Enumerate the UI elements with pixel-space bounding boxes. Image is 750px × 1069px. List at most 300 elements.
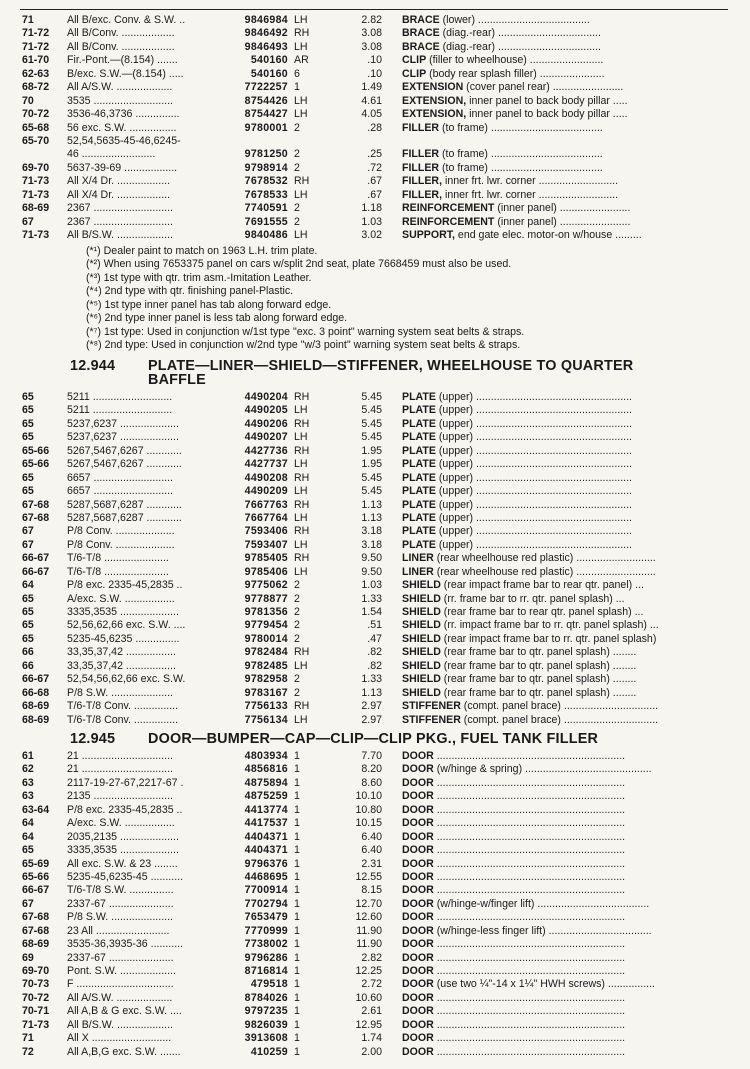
models-cell: All B/Conv. .................. [67, 27, 175, 40]
table-row [22, 687, 722, 700]
part-number-cell: 3913608 [244, 1032, 288, 1045]
part-detail: ................................................................ [433, 1045, 626, 1058]
part-detail: (rear wheelhouse red plastic) ........................... [433, 565, 656, 578]
quantity-cell: 1 [294, 951, 300, 964]
price-cell: 5.45 [361, 485, 382, 498]
description-cell [402, 148, 732, 161]
part-name: DOOR [402, 924, 434, 937]
part-name: LINER [402, 552, 434, 565]
year-cell: 63-64 [22, 803, 50, 816]
models-cell: 3535-36,3935-36 ........... [67, 938, 184, 951]
table-row [22, 763, 722, 776]
table-row [22, 646, 722, 659]
models-cell: All X ........................... [67, 1032, 172, 1045]
description-cell [402, 1046, 732, 1059]
footnote: (*⁷) 1st type: Used in conjunction w/1st type "exc. 3 point" warning system seat belts & straps. [86, 325, 525, 338]
part-detail: ................................................................ [433, 817, 626, 830]
part-number-cell: 9782958 [244, 673, 288, 686]
year-cell: 71-73 [22, 229, 50, 241]
price-cell: 10.80 [355, 803, 382, 816]
part-detail: (rear frame bar to qtr. panel splash) ........ [440, 686, 637, 699]
quantity-cell: 2 [294, 579, 300, 592]
table-row [22, 633, 722, 646]
description-cell [402, 81, 732, 94]
part-name: DOOR [402, 951, 434, 964]
price-cell: 1.33 [361, 592, 382, 605]
part-number-cell: 4490205 [244, 404, 288, 417]
part-detail: (use two ¼"-14 x 1¼" HWH screws) ................ [433, 978, 655, 991]
part-name: PLATE [402, 458, 436, 471]
part-number-cell: 7740591 [244, 202, 288, 215]
models-cell: 52,56,62,66 exc. S.W. .... [67, 619, 186, 632]
part-number-cell: 9846984 [244, 14, 288, 26]
price-cell: 1.33 [361, 673, 382, 686]
year-cell: 71-73 [22, 175, 50, 188]
quantity-cell: 1 [294, 750, 300, 762]
part-name: STIFFENER [402, 713, 461, 726]
part-name: DOOR [402, 884, 434, 897]
part-detail: (diag.-rear) ................................... [439, 40, 601, 53]
price-cell: 2.72 [361, 978, 382, 991]
quantity-cell: LH [294, 188, 308, 201]
part-name: SHIELD [402, 579, 441, 592]
part-detail: ................................................................ [433, 790, 626, 803]
description-cell [402, 445, 732, 458]
models-cell: 52,54,5635-45-46,6245- [67, 134, 181, 147]
price-cell: 12.95 [355, 1018, 382, 1031]
price-cell: 1.95 [361, 458, 382, 471]
table-row [22, 472, 722, 485]
part-detail: (upper) ..................................................... [435, 538, 632, 551]
models-cell: All B/S.W. ................... [67, 229, 173, 241]
quantity-cell: 2 [294, 619, 300, 632]
table-row [22, 898, 722, 911]
part-detail: (rear frame bar to qtr. panel splash) ........ [440, 646, 637, 659]
part-name: DOOR [402, 817, 434, 830]
year-cell: 66-67 [22, 565, 50, 578]
part-detail: ................................................................ [433, 951, 626, 964]
price-cell: 10.15 [355, 817, 382, 830]
part-detail: (w/hinge-w/finger lift) ...................................... [433, 897, 650, 910]
price-cell: 2.00 [361, 1045, 382, 1058]
models-cell: All B/S.W. ................... [67, 1018, 173, 1031]
part-name: DOOR [402, 776, 434, 789]
part-number-cell: 540160 [250, 54, 288, 67]
table-row [22, 566, 722, 579]
description-cell [402, 925, 732, 938]
quantity-cell: RH [294, 417, 310, 430]
price-cell: 1.03 [361, 579, 382, 592]
part-detail: (filler to wheelhouse) ......................... [426, 54, 604, 67]
table-row [22, 714, 722, 727]
part-detail: (diag.-rear) ................................... [439, 27, 601, 40]
quantity-cell: 1 [294, 776, 300, 789]
price-cell: 3.02 [361, 229, 382, 241]
description-cell [402, 431, 732, 444]
table-row [22, 911, 722, 924]
part-number-cell: 9781250 [244, 148, 288, 161]
table-row [22, 844, 722, 857]
part-detail: (upper) ..................................................... [435, 511, 632, 524]
part-number-cell: 9782484 [244, 646, 288, 659]
price-cell: 10.60 [355, 991, 382, 1004]
models-cell: 56 exc. S.W. ................ [67, 121, 177, 134]
part-name: PLATE [402, 471, 436, 484]
section-3-heading [70, 732, 598, 747]
quantity-cell: LH [294, 713, 308, 726]
quantity-cell: 1 [294, 870, 300, 883]
table-row [22, 777, 722, 790]
year-cell: 71-72 [22, 27, 50, 40]
table-row [22, 871, 722, 884]
year-cell: 69-70 [22, 965, 50, 977]
part-detail: (upper) ..................................................... [435, 444, 632, 457]
quantity-cell: RH [294, 525, 310, 538]
price-cell: 9.50 [361, 565, 382, 578]
part-name: PLATE [402, 391, 436, 403]
price-cell: 6.40 [361, 830, 382, 843]
description-cell [402, 1032, 732, 1045]
part-number-cell: 8754426 [244, 94, 288, 107]
description-cell [402, 763, 732, 776]
year-cell: 70-73 [22, 978, 50, 991]
quantity-cell: RH [294, 700, 310, 713]
price-cell: 5.45 [361, 404, 382, 417]
description-cell [402, 804, 732, 817]
price-cell: 4.05 [361, 108, 382, 121]
description-cell [402, 229, 732, 242]
part-number-cell: 4490209 [244, 485, 288, 498]
part-detail: inner panel to back body pillar ..... [466, 108, 628, 121]
year-cell: 65-66 [22, 870, 50, 883]
price-cell: 5.45 [361, 431, 382, 444]
price-cell: 2.31 [361, 857, 382, 870]
description-cell [402, 566, 732, 579]
description-cell [402, 418, 732, 431]
models-cell: 5235-45,6235 ............... [67, 632, 180, 645]
year-cell: 70-72 [22, 991, 50, 1004]
part-detail: ................................................................ [433, 776, 626, 789]
table-row [22, 1046, 722, 1059]
part-number-cell: 9780001 [244, 121, 288, 134]
quantity-cell: RH [294, 471, 310, 484]
part-name: DOOR [402, 965, 434, 977]
footnote: (*³) 1st type with qtr. trim asm.-Imitation Leather. [86, 271, 312, 284]
description-cell [402, 619, 732, 632]
price-cell: 6.40 [361, 844, 382, 857]
models-cell: All A/S.W. ................... [67, 991, 173, 1004]
year-cell: 65-66 [22, 444, 50, 457]
table-row [22, 925, 722, 938]
quantity-cell: LH [294, 565, 308, 578]
part-detail: ................................................................ [433, 1018, 626, 1031]
section-3-rows [22, 750, 722, 1059]
part-name: DOOR [402, 790, 434, 803]
part-number-cell: 9796286 [244, 951, 288, 964]
part-detail: inner frt. lwr. corner ........................... [442, 175, 619, 188]
part-name: DOOR [402, 750, 434, 762]
models-cell: 5637-39-69 .................. [67, 161, 178, 174]
description-cell [402, 817, 732, 830]
part-name: DOOR [402, 1032, 434, 1045]
part-number-cell: 8754427 [244, 108, 288, 121]
models-cell: All A/S.W. ................... [67, 81, 173, 94]
part-name: DOOR [402, 911, 434, 924]
part-detail: (upper) ..................................................... [435, 404, 632, 417]
quantity-cell: LH [294, 538, 308, 551]
part-number-cell: 9780014 [244, 632, 288, 645]
price-cell: 1.03 [361, 215, 382, 228]
price-cell: 9.50 [361, 552, 382, 565]
year-cell: 65 [22, 632, 34, 645]
year-cell: 62 [22, 763, 34, 776]
description-cell [402, 673, 732, 686]
table-row [22, 135, 722, 148]
models-cell: 33,35,37,42 ................. [67, 659, 176, 672]
part-detail: ................................................................ [433, 870, 626, 883]
part-number-cell: 4404371 [244, 844, 288, 857]
year-cell: 71 [22, 1032, 34, 1045]
table-row [22, 148, 722, 161]
part-name: PLATE [402, 444, 436, 457]
part-detail: (to frame) ...................................... [439, 121, 603, 134]
year-cell: 65 [22, 844, 34, 857]
description-cell [402, 606, 732, 619]
year-cell: 72 [22, 1045, 34, 1058]
year-cell: 65-66 [22, 458, 50, 471]
description-cell [402, 992, 732, 1005]
part-number-cell: 4427737 [244, 458, 288, 471]
table-row [22, 499, 722, 512]
top-rule [20, 9, 728, 10]
table-row [22, 804, 722, 817]
models-cell: A/exc. S.W. ................. [67, 592, 175, 605]
year-cell: 65 [22, 431, 34, 444]
price-cell: .51 [367, 619, 382, 632]
part-name: DOOR [402, 938, 434, 951]
models-cell: All B/exc. Conv. & S.W. .. [67, 14, 186, 26]
description-cell [402, 391, 732, 404]
price-cell: .82 [367, 646, 382, 659]
models-cell: 5237,6237 .................... [67, 431, 179, 444]
table-row [22, 978, 722, 991]
description-cell [402, 68, 732, 81]
description-cell [402, 978, 732, 991]
year-cell: 66-68 [22, 686, 50, 699]
table-row [22, 790, 722, 803]
description-cell [402, 884, 732, 897]
part-number-cell: 7700914 [244, 884, 288, 897]
part-name: PLATE [402, 404, 436, 417]
models-cell: T/6-T/8 ...................... [67, 565, 169, 578]
quantity-cell: RH [294, 444, 310, 457]
price-cell: .82 [367, 659, 382, 672]
models-cell: P/8 S.W. ..................... [67, 911, 173, 924]
year-cell: 70-71 [22, 1005, 50, 1018]
year-cell: 64 [22, 579, 34, 592]
table-row [22, 175, 722, 188]
quantity-cell: LH [294, 14, 308, 26]
section-2-number: 12.944 [70, 358, 116, 374]
year-cell: 66 [22, 659, 34, 672]
footnote: (*⁸) 2nd type: Used in conjunction w/2nd type "w/3 point" warning system seat belts & straps. [86, 339, 521, 352]
year-cell: 65-69 [22, 857, 50, 870]
models-cell: 5235-45,6235-45 ........... [67, 870, 184, 883]
models-cell: 2035,2135 .................... [67, 830, 179, 843]
description-cell [402, 95, 732, 108]
price-cell: 11.90 [356, 938, 382, 951]
footnotes [86, 245, 726, 353]
year-cell: 71-72 [22, 40, 50, 53]
part-name: DOOR [402, 857, 434, 870]
quantity-cell: 1 [294, 897, 300, 910]
quantity-cell: LH [294, 40, 308, 53]
description-cell [402, 472, 732, 485]
part-number-cell: 9826039 [244, 1018, 288, 1031]
part-number-cell: 7756134 [244, 713, 288, 726]
models-cell: P/8 Conv. .................... [67, 525, 175, 538]
price-cell: 12.70 [355, 897, 382, 910]
quantity-cell: 1 [294, 1018, 300, 1031]
part-number-cell: 9781356 [244, 606, 288, 618]
part-number-cell: 9775062 [244, 579, 288, 592]
part-number-cell: 4490204 [244, 391, 288, 403]
part-number-cell: 9846493 [244, 40, 288, 53]
part-name: PLATE [402, 498, 436, 511]
part-name: DOOR [402, 991, 434, 1004]
quantity-cell: 2 [294, 121, 300, 134]
part-detail: (rear frame bar to qtr. panel splash) ........ [440, 659, 637, 672]
description-cell [402, 938, 732, 951]
models-cell: 6657 ........................... [67, 485, 173, 498]
year-cell: 71-73 [22, 188, 50, 201]
year-cell: 65 [22, 606, 34, 618]
description-cell [402, 485, 732, 498]
year-cell: 68-69 [22, 938, 50, 951]
year-cell: 68-72 [22, 81, 50, 94]
year-cell: 61 [22, 750, 34, 762]
table-row [22, 525, 722, 538]
description-cell [402, 898, 732, 911]
description-cell [402, 202, 732, 215]
description-cell [402, 911, 732, 924]
part-detail: ................................................................ [433, 911, 626, 924]
year-cell: 63 [22, 790, 34, 803]
table-row [22, 831, 722, 844]
price-cell: 8.20 [361, 763, 382, 776]
year-cell: 67-68 [22, 924, 50, 937]
table-row [22, 108, 722, 121]
quantity-cell: RH [294, 175, 310, 188]
quantity-cell: 2 [294, 215, 300, 228]
description-cell [402, 27, 732, 40]
part-name: SHIELD [402, 632, 441, 645]
table-row [22, 539, 722, 552]
year-cell: 65 [22, 404, 34, 417]
quantity-cell: 2 [294, 202, 300, 215]
description-cell [402, 790, 732, 803]
price-cell: 7.70 [361, 750, 382, 762]
models-cell: A/exc. S.W. ................. [67, 817, 175, 830]
section-1-rows [22, 14, 722, 242]
year-cell: 67 [22, 538, 34, 551]
price-cell: 12.25 [355, 965, 382, 977]
table-row [22, 68, 722, 81]
models-cell: T/6-T/8 Conv. ............... [67, 713, 179, 726]
part-detail: (upper) ..................................................... [435, 485, 632, 498]
table-row [22, 606, 722, 619]
models-cell: B/exc. S.W.—(8.154) ..... [67, 67, 184, 80]
table-row [22, 431, 722, 444]
part-name: PLATE [402, 511, 436, 524]
quantity-cell: LH [294, 511, 308, 524]
part-number-cell: 7691555 [244, 215, 288, 228]
year-cell: 65 [22, 619, 34, 632]
description-cell [402, 404, 732, 417]
models-cell: T/6-T/8 ...................... [67, 552, 169, 565]
part-number-cell: 4490206 [244, 417, 288, 430]
part-number-cell: 410259 [250, 1045, 288, 1058]
quantity-cell: 1 [294, 938, 300, 951]
models-cell: 6657 ........................... [67, 471, 173, 484]
part-number-cell: 7770999 [244, 924, 288, 937]
table-row [22, 992, 722, 1005]
table-row [22, 858, 722, 871]
part-detail: (upper) ..................................................... [435, 431, 632, 444]
quantity-cell: 2 [294, 148, 300, 161]
year-cell: 69-70 [22, 161, 50, 174]
table-row [22, 593, 722, 606]
models-cell: 2337-67 ...................... [67, 951, 174, 964]
table-row [22, 54, 722, 67]
quantity-cell: LH [294, 94, 308, 107]
part-name: FILLER [402, 148, 440, 161]
part-detail: (rr. frame bar to rr. qtr. panel splash) ... [440, 592, 625, 605]
description-cell [402, 1005, 732, 1018]
description-cell [402, 458, 732, 471]
description-cell [402, 162, 732, 175]
table-row [22, 81, 722, 94]
models-cell: 21 ............................... [67, 750, 173, 762]
year-cell: 65 [22, 417, 34, 430]
quantity-cell: 1 [294, 991, 300, 1004]
table-row [22, 700, 722, 713]
quantity-cell: LH [294, 404, 308, 417]
description-cell [402, 122, 732, 135]
table-row [22, 952, 722, 965]
year-cell: 68-69 [22, 202, 50, 215]
part-detail: (rear impact frame bar to rr. qtr. panel splash) [440, 632, 657, 645]
part-name: PLATE [402, 525, 436, 538]
part-name: EXTENSION, [402, 94, 467, 107]
part-name: DOOR [402, 763, 434, 776]
description-cell [402, 700, 732, 713]
quantity-cell: LH [294, 485, 308, 498]
models-cell: P/8 Conv. .................... [67, 538, 175, 551]
price-cell: 1.74 [361, 1032, 382, 1045]
models-cell: 5267,5467,6267 ............ [67, 458, 182, 471]
part-number-cell: 4490208 [244, 471, 288, 484]
year-cell: 65-70 [22, 134, 50, 147]
description-cell [402, 831, 732, 844]
part-name: STIFFENER [402, 700, 461, 713]
table-row [22, 512, 722, 525]
description-cell [402, 41, 732, 54]
year-cell: 71-73 [22, 1018, 50, 1031]
part-detail: (to frame) ...................................... [439, 161, 603, 174]
table-row [22, 884, 722, 897]
models-cell: P/8 S.W. ..................... [67, 686, 173, 699]
